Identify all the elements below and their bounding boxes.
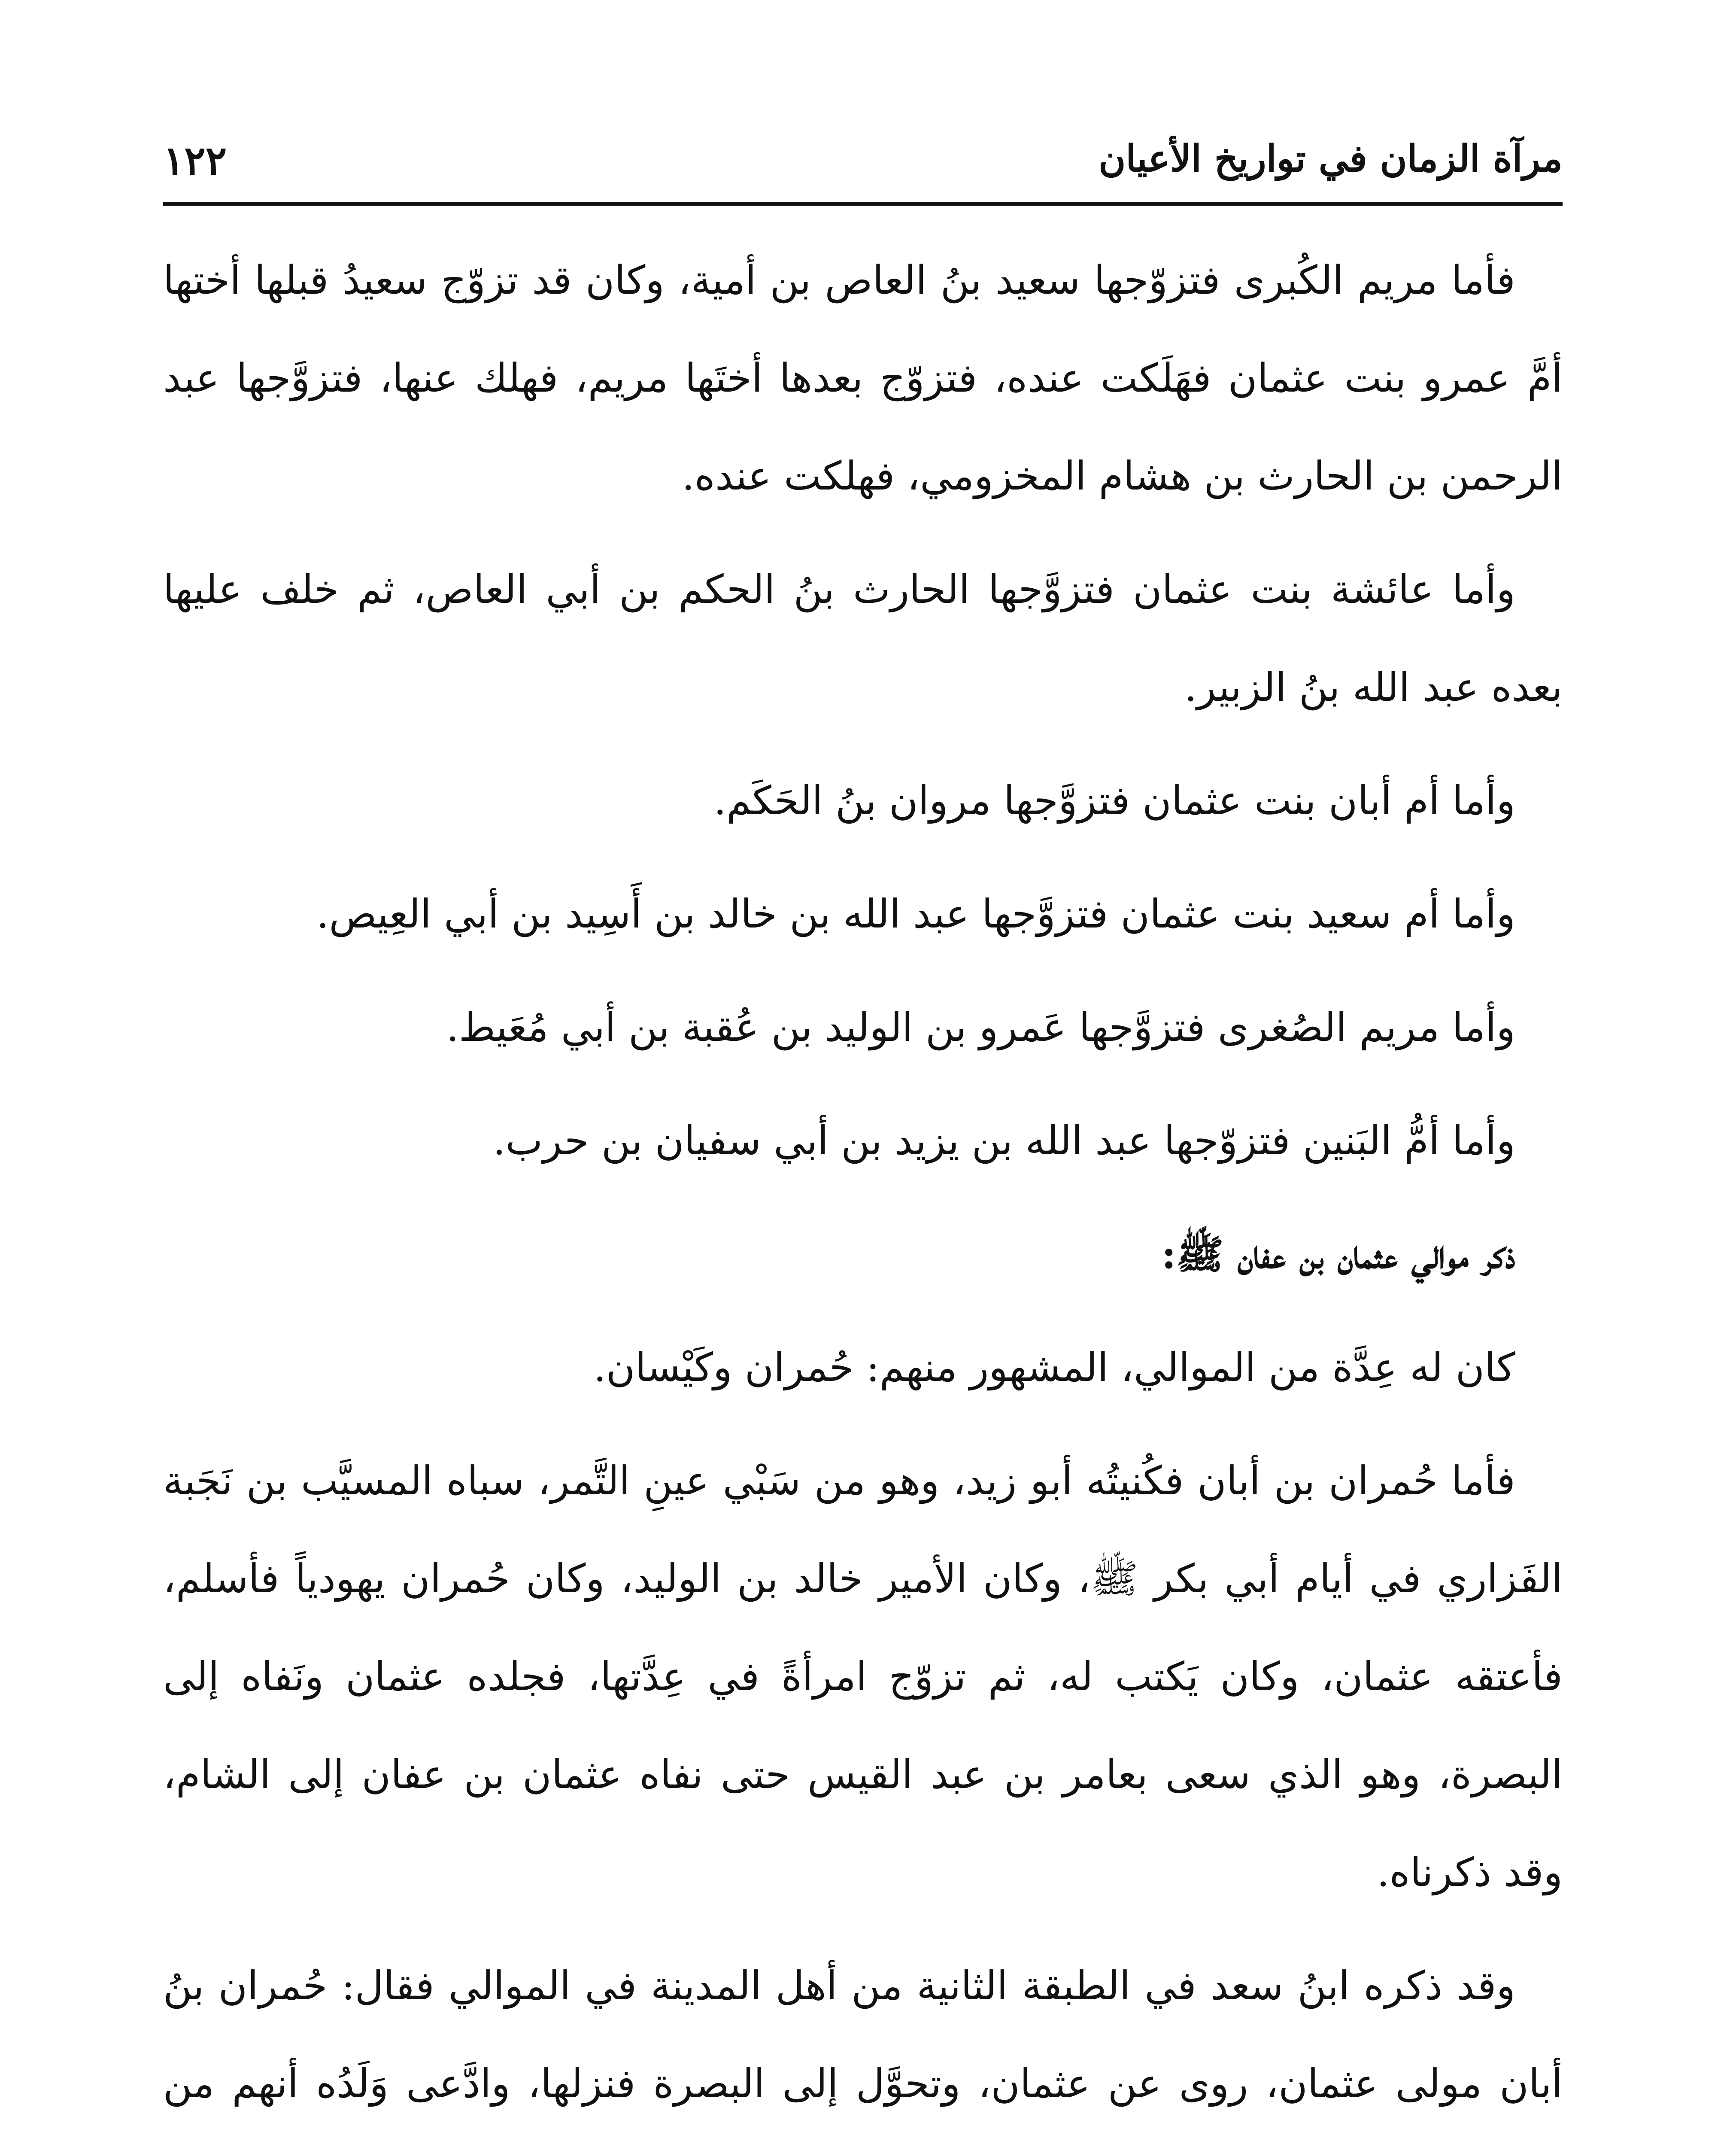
book-page bbox=[163, 129, 1563, 2147]
paragraph: وأما عائشة بنت عثمان فتزوَّجها الحارث بنُ الحكم بن أبي العاص، ثم خلف عليها بعده عبد الله بنُ الزبير. bbox=[163, 566, 1563, 710]
running-title: مرآة الزمان في تواريخ الأعيان bbox=[1099, 137, 1563, 180]
running-header bbox=[163, 129, 1563, 206]
paragraph: كان له عِدَّة من الموالي، المشهور منهم: حُمران وكَيْسان. bbox=[593, 1344, 1515, 1390]
paragraph: وأما أمُّ البَنين فتزوّجها عبد الله بن يزيد بن أبي سفيان بن حرب. bbox=[493, 1118, 1515, 1164]
section-heading: ذكر موالي عثمان بن عفان ﷺ: bbox=[1161, 1231, 1515, 1277]
body-text bbox=[163, 231, 1563, 2147]
page-number: ١٢٢ bbox=[163, 137, 227, 184]
paragraph: فأما حُمران بن أبان فكُنيتُه أبو زيد، وهو من سَبْي عينِ التَّمر، سباه المسيَّب بن نَجَبة الفَزاري في أيام أبي بكر ﷺ، وكان الأمير خالد بن الوليد، وكان حُمران يهودياً فأسلم، فأعتقه عثمان، وكان يَكتب له، ثم تزوّج امرأةً في عِدَّتها، فجلده عثمان ونَفاه إلى البصرة، وهو الذي سعى بعامر بن عبد القيس حتى نفاه عثمان بن عفان إلى الشام، وقد ذكرناه. bbox=[163, 1458, 1563, 1895]
paragraph: وقد ذكره ابنُ سعد في الطبقة الثانية من أهل المدينة في الموالي فقال: حُمران بنُ أبان مولى عثمان، روى عن عثمان، وتحوَّل إلى البصرة فنزلها، وادَّعى وَلَدُه أنهم من bbox=[163, 1963, 1563, 2107]
paragraph: وأما أم أبان بنت عثمان فتزوَّجها مروان بنُ الحَكَم. bbox=[713, 778, 1515, 824]
paragraph: وأما مريم الصُغرى فتزوَّجها عَمرو بن الوليد بن عُقبة بن أبي مُعَيط. bbox=[446, 1004, 1515, 1050]
paragraph: وأما أم سعيد بنت عثمان فتزوَّجها عبد الله بن خالد بن أَسِيد بن أبي العِيص. bbox=[316, 891, 1515, 937]
paragraph: فأما مريم الكُبرى فتزوّجها سعيد بنُ العاص بن أمية، وكان قد تزوّج سعيدُ قبلها أختها أمَّ عمرو بنت عثمان فهَلَكت عنده، فتزوّج بعدها أختَها مريم، فهلك عنها، فتزوَّجها عبد الرحمن بن الحارث بن هشام المخزومي، فهلكت عنده. bbox=[163, 257, 1563, 499]
